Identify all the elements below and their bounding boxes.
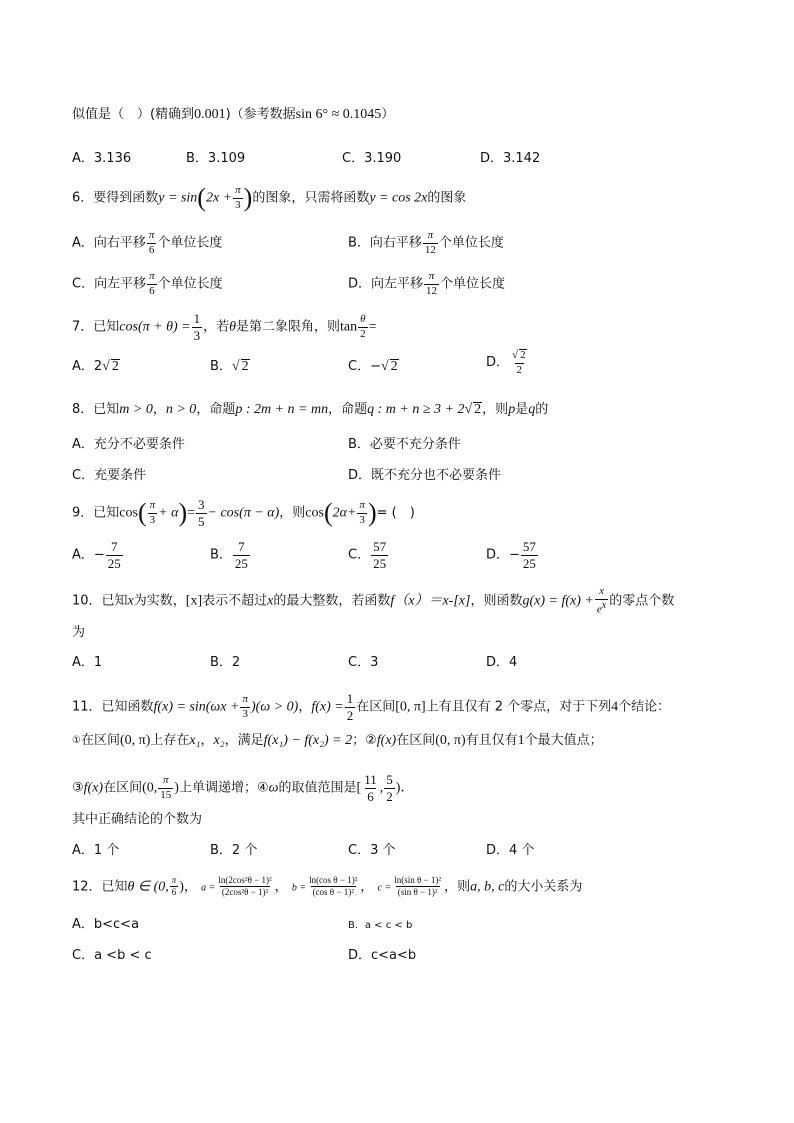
q5-ref-label: )（参考数据 — [225, 107, 296, 122]
q9-option-c[interactable]: C． $\frac{57}{25}$ — [348, 539, 387, 571]
q12-option-b[interactable]: B．a < c < b — [348, 920, 413, 931]
q5-option-b[interactable]: B．3.109 — [186, 151, 246, 166]
q7-equation: cos(π + θ) = — [119, 319, 191, 335]
circled-three: ③ — [72, 780, 84, 796]
q11-option-c[interactable]: C．3 个 — [348, 843, 396, 858]
q5-prefix: 似值是（ ）(精确到 — [72, 107, 195, 122]
q10-g-def: g(x) = f(x) + — [522, 593, 594, 609]
circled-four: ④ — [256, 780, 269, 796]
q9-option-b[interactable]: B． $\frac{7}{25}$ — [210, 539, 248, 571]
q12-b-expr: $\frac{\text{ln(cos θ − 1)²}}{\text{(cos θ − 1)²}}$ — [309, 875, 358, 898]
q10-option-a[interactable]: A．1 — [72, 655, 103, 670]
q11-option-a[interactable]: A．1 个 — [72, 843, 120, 858]
q5-option-d[interactable]: D．3.142 — [480, 151, 541, 166]
q10-f-def: f（x）＝x-[x] — [390, 593, 471, 609]
q8-proposition-q: q : m + n ≥ 3 + 2 — [367, 402, 465, 417]
q8-option-c[interactable]: C．充要条件 — [72, 468, 147, 483]
circled-two: ② — [365, 733, 377, 748]
q5-option-a[interactable]: A．3.136 — [72, 151, 132, 166]
q7-frac: $\frac{1}{3}$ — [193, 311, 201, 343]
q5-stem-tail — [72, 108, 394, 122]
q5-precision: 0.001 — [194, 107, 226, 122]
q8-proposition-p: p : 2m + n = mn — [235, 402, 329, 417]
q11-option-d[interactable]: D．4 个 — [486, 843, 535, 858]
q10-stem: 10．已知x为实数，[x]表示不超过x的最大整数，若函数f（x）＝x-[x]，则函数g(x) = f(x) + $\frac{x}{e^x}$ 的零点个数 — [72, 585, 675, 616]
q6-f1-lhs: y = sin — [158, 190, 198, 206]
q6-option-d[interactable]: D．向左平移 $\frac{\pi}{12}$ 个单位长度 — [348, 270, 506, 297]
q9-stem: 9．已知cos( $\frac{\pi}{3}$ + α)= $\frac{3}{5}$ − cos(π − α)，则cos(2α+ $\frac{\pi}{3}$ )= ( ) — [72, 497, 415, 529]
q11-option-b[interactable]: B．2 个 — [210, 843, 258, 858]
q5-close: ） — [381, 107, 395, 122]
q8-option-d[interactable]: D．既不充分也不必要条件 — [348, 468, 502, 483]
q12-c-expr: $\frac{\text{ln(sin θ − 1)²}}{\text{(sin θ − 1)²}}$ — [394, 875, 442, 898]
q11-conclusions-1-2: ①在区间(0, π)上存在x₁，x₂，满足f(x₁) − f(x₂) = 2；②f(x)在区间(0, π)有且仅有1个最大值点； — [72, 733, 603, 748]
q12-stem: 12．已知θ ∈ (0, $\frac{\pi}{6}$ )， a = $\frac{\text{ln(2cos²θ − 1)²}}{\text{(2cos²θ − 1)²}}$ ， b = $\frac{\text{ln(cos θ − 1)²}}{\text{(cos θ − 1)²}}$ ， c = $\frac{\text{ln(sin θ − 1)²}}{\text{(sin θ − 1)²}}$ ，则a, b, c的大小关系为 — [72, 875, 583, 898]
q6-f2: y = cos 2x — [369, 190, 428, 206]
q5-option-c[interactable]: C．3.190 — [342, 151, 402, 166]
q6-stem-c: 的图象 — [427, 190, 467, 206]
q12-option-c[interactable]: C．a <b < c — [72, 948, 152, 963]
q5-ref-expr: sin 6° ≈ 0.1045 — [295, 107, 382, 122]
q12-a-expr: $\frac{\text{ln(2cos²θ − 1)²}}{\text{(2cos²θ − 1)²}}$ — [218, 875, 272, 898]
q6-option-c[interactable]: C．向左平移 $\frac{\pi}{6}$ 个单位长度 — [72, 270, 223, 297]
q11-stem: 11．已知函数f(x) = sin(ωx + $\frac{\pi}{3}$ )(ω > 0)，f(x) = $\frac{1}{2}$ 在区间[0, π]上有且仅有 2 个零点，对于下列4个结论： — [72, 691, 671, 723]
q6-stem-a: 6．要得到函数 — [72, 190, 159, 206]
q11-conclusions-3-4: ③f(x)在区间(0, $\frac{\pi}{15}$ )上单调递增；④ω的取值范围是[ $\frac{11}{6}$ , $\frac{5}{2}$ )． — [72, 772, 415, 804]
q6-option-a[interactable]: A．向右平移 $\frac{\pi}{6}$ 个单位长度 — [72, 229, 223, 256]
q12-option-a[interactable]: A．b<c<a — [72, 917, 140, 932]
q10-option-c[interactable]: C．3 — [348, 655, 379, 670]
q10-option-d[interactable]: D．4 — [486, 655, 518, 670]
q8-option-b[interactable]: B．必要不充分条件 — [348, 437, 461, 452]
q6-f1-arg: 2x + — [205, 190, 233, 206]
q7-option-c[interactable]: C．−√ 2 — [348, 359, 398, 374]
q7-option-a[interactable]: A．2√ 2 — [72, 359, 119, 374]
q8-option-a[interactable]: A．充分不必要条件 — [72, 437, 185, 452]
q7-half-theta: $\frac{\theta}{2}$ — [360, 313, 366, 340]
q7-stem: 7．已知cos(π + θ) = $\frac{1}{3}$ ，若θ是第二象限角，则tan $\frac{\theta}{2}$ = — [72, 311, 377, 343]
q9-option-d[interactable]: D．− $\frac{57}{25}$ — [486, 539, 536, 571]
q11-question: 其中正确结论的个数为 — [72, 812, 203, 827]
q7-option-b[interactable]: B．√ 2 — [210, 359, 249, 374]
q9-option-a[interactable]: A．− $\frac{7}{25}$ — [72, 539, 121, 571]
q6-stem: 6．要得到函数y = sin(2x + $\frac{\pi}{3}$ )的图象，只需将函数y = cos 2x的图象 — [72, 183, 467, 213]
q10-option-b[interactable]: B．2 — [210, 655, 241, 670]
q6-stem-b: 的图象，只需将函数 — [252, 190, 370, 206]
q6-option-b[interactable]: B．向右平移 $\frac{\pi}{12}$ 个单位长度 — [348, 229, 504, 256]
q8-stem: 8．已知m > 0，n > 0，命题p : 2m + n = mn，命题q : m + n ≥ 3 + 2√ 2，则p是q的 — [72, 402, 549, 417]
q10-stem-wrap: 为 — [72, 625, 86, 640]
q6-frac-pi-3: $\frac{\pi}{3}$ — [235, 184, 241, 211]
q7-option-d[interactable]: D． $\frac{√ 2}{2}$ — [486, 349, 526, 376]
circled-one: ① — [72, 735, 81, 746]
q12-option-d[interactable]: D．c<a<b — [348, 948, 417, 963]
